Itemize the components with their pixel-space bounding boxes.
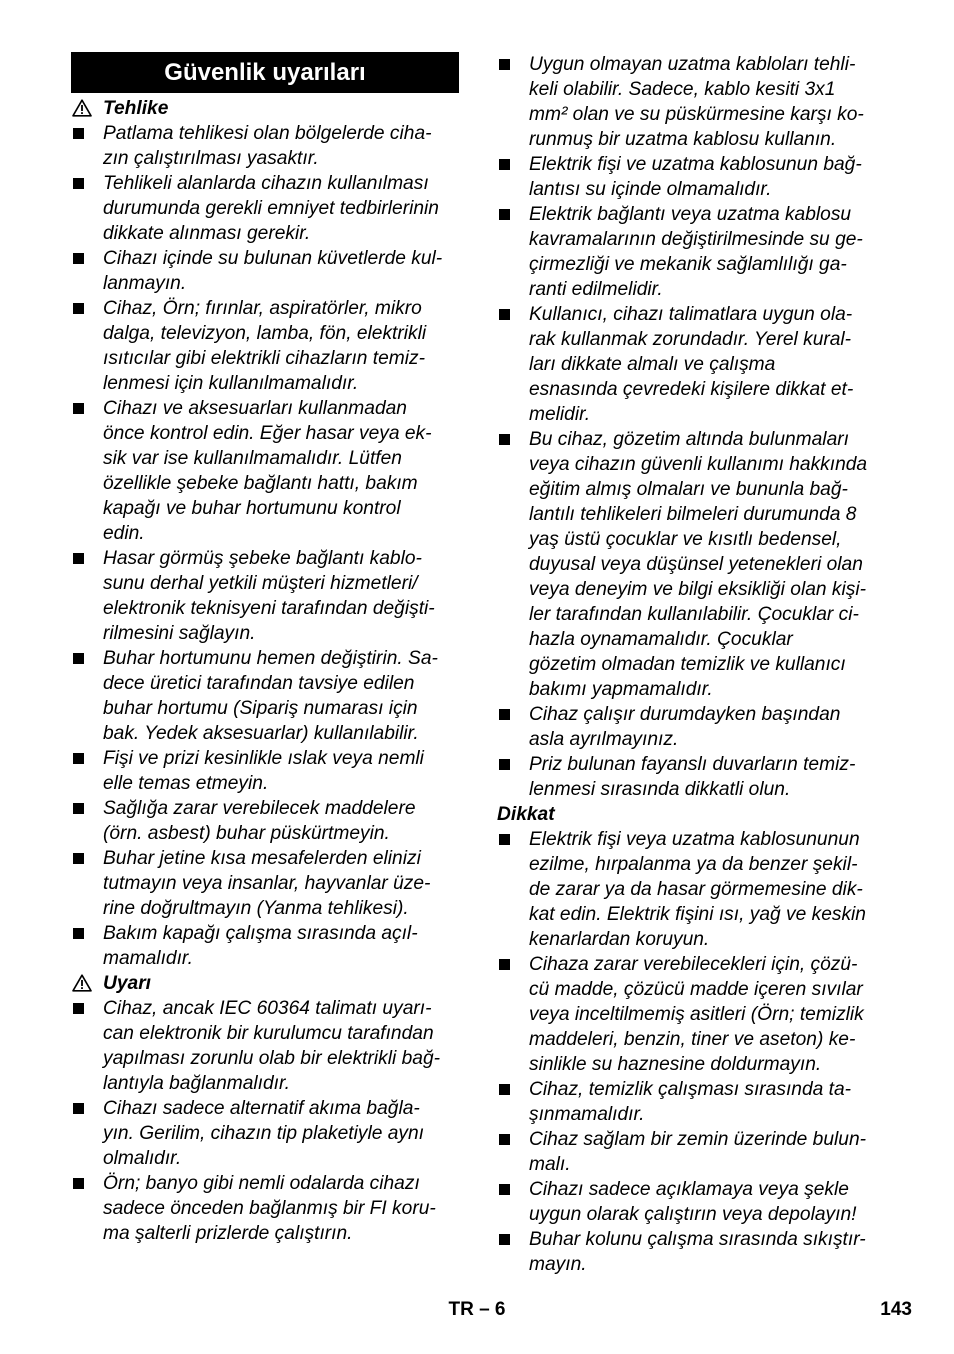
list-item-line: Cihaz, ancak IEC 60364 talimatı uyarı- — [103, 998, 432, 1019]
list-item-line: sik var ise kullanılmamalıdır. Lütfen — [103, 448, 402, 469]
list-item-line: asla ayrılmayınız. — [529, 729, 679, 750]
right-list — [497, 52, 889, 802]
list-item-line: bakımı yapmamalıdır. — [529, 679, 713, 700]
danger-heading — [71, 96, 459, 121]
list-item — [71, 296, 459, 396]
list-item-line: Kullanıcı, cihazı talimatlara uygun ola- — [529, 304, 853, 325]
list-item-line: önce kontrol edin. Eğer hasar veya ek- — [103, 423, 432, 444]
list-item — [71, 246, 459, 296]
list-item — [71, 921, 459, 971]
list-item — [497, 1177, 889, 1227]
danger-list — [71, 121, 459, 971]
list-item — [497, 302, 889, 427]
list-item-line: hazla oynamamalıdır. Çocuklar — [529, 629, 793, 650]
warning-heading-text: Uyarı — [103, 973, 151, 994]
list-item-line: ler tarafından kullanılabilir. Çocuklar ci- — [529, 604, 859, 625]
list-item — [497, 202, 889, 302]
list-item-line: Cihazı ve aksesuarları kullanmadan — [103, 398, 407, 419]
square-bullet-icon — [73, 753, 84, 764]
list-item-line: lenmesi için kullanılmamalıdır. — [103, 373, 359, 394]
warning-heading — [71, 971, 459, 996]
square-bullet-icon — [73, 128, 84, 139]
list-item-line: Buhar kolunu çalışma sırasında sıkıştır- — [529, 1229, 866, 1250]
list-item-line: sinlikle su haznesine doldurmayın. — [529, 1054, 822, 1075]
square-bullet-icon — [73, 253, 84, 264]
list-item-line: Elektrik fişi ve uzatma kablosunun bağ- — [529, 154, 862, 175]
square-bullet-icon — [73, 303, 84, 314]
list-item-line: runmuş bir uzatma kablosu kullanın. — [529, 129, 837, 150]
list-item-line: Elektrik bağlantı veya uzatma kablosu — [529, 204, 852, 225]
list-item-line: Patlama tehlikesi olan bölgelerde ciha- — [103, 123, 432, 144]
list-item-line: kat edin. Elektrik fişini ısı, yağ ve keskin — [529, 904, 866, 925]
list-item-line: keli olabilir. Sadece, kablo kesiti 3x1 — [529, 79, 836, 100]
list-item — [71, 996, 459, 1096]
warning-triangle-icon — [72, 99, 92, 117]
list-item — [71, 796, 459, 846]
list-item — [71, 121, 459, 171]
list-item-line: Fişi ve prizi kesinlikle ıslak veya nemli — [103, 748, 424, 769]
list-item-line: edin. — [103, 523, 145, 544]
list-item-line: kavramalarının değiştirilmesinde su ge- — [529, 229, 863, 250]
list-item-line: melidir. — [529, 404, 591, 425]
square-bullet-icon — [73, 553, 84, 564]
danger-heading-text: Tehlike — [103, 98, 169, 119]
list-item-line: Bu cihaz, gözetim altında bulunmaları — [529, 429, 849, 450]
list-item-line: Cihazı içinde su bulunan küvetlerde kul- — [103, 248, 443, 269]
right-column — [497, 52, 889, 1277]
square-bullet-icon — [499, 59, 510, 70]
section-title: Güvenlik uyarıları — [71, 52, 459, 93]
caution-list — [497, 827, 889, 1277]
list-item-line: Cihaz sağlam bir zemin üzerinde bulun- — [529, 1129, 867, 1150]
square-bullet-icon — [499, 1134, 510, 1145]
list-item-line: elle temas etmeyin. — [103, 773, 269, 794]
list-item — [71, 1171, 459, 1246]
square-bullet-icon — [499, 1234, 510, 1245]
square-bullet-icon — [73, 803, 84, 814]
list-item-line: de zarar ya da hasar görmemesine dik- — [529, 879, 863, 900]
list-item-line: kenarlardan koruyun. — [529, 929, 710, 950]
list-item-line: ranti edilmelidir. — [529, 279, 663, 300]
list-item-line: Cihaz çalışır durumdayken başından — [529, 704, 841, 725]
list-item-line: malı. — [529, 1154, 571, 1175]
caution-heading: Dikkat — [497, 804, 555, 825]
list-item — [497, 52, 889, 152]
list-item-line: Cihazı sadece açıklamaya veya şekle — [529, 1179, 849, 1200]
list-item-line: rak kullanmak zorundadır. Yerel kural- — [529, 329, 852, 350]
square-bullet-icon — [499, 1184, 510, 1195]
list-item-line: Buhar hortumunu hemen değiştirin. Sa- — [103, 648, 438, 669]
list-item-line: Uygun olmayan uzatma kabloları tehli- — [529, 54, 856, 75]
list-item — [71, 396, 459, 546]
list-item-line: rilmesini sağlayın. — [103, 623, 256, 644]
list-item-line: özellikle şebeke bağlantı hattı, bakım — [103, 473, 418, 494]
square-bullet-icon — [499, 209, 510, 220]
list-item-line: (örn. asbest) buhar püskürtmeyin. — [103, 823, 390, 844]
list-item-line: veya deneyim ve bilgi eksikliği olan kişi- — [529, 579, 866, 600]
list-item-line: lanmayın. — [103, 273, 187, 294]
list-item-line: zın çalıştırılması yasaktır. — [103, 148, 319, 169]
list-item-line: ma şalterli prizlerde çalıştırın. — [103, 1223, 353, 1244]
list-item-line: bak. Yedek aksesuarlar) kullanılabilir. — [103, 723, 419, 744]
square-bullet-icon — [499, 709, 510, 720]
square-bullet-icon — [499, 434, 510, 445]
list-item-line: lenmesi sırasında dikkatli olun. — [529, 779, 791, 800]
list-item-line: Cihazı sadece alternatif akıma bağla- — [103, 1098, 420, 1119]
list-item-line: uygun olarak çalıştırın veya depolayın! — [529, 1204, 857, 1225]
list-item — [497, 152, 889, 202]
list-item-line: gözetim olmadan temizlik ve kullanıcı — [529, 654, 846, 675]
list-item-line: yapılması zorunlu olab bir elektrikli bağ- — [103, 1048, 440, 1069]
square-bullet-icon — [73, 403, 84, 414]
list-item-line: olmalıdır. — [103, 1148, 182, 1169]
square-bullet-icon — [73, 1178, 84, 1189]
list-item — [71, 646, 459, 746]
list-item-line: dece üretici tarafından tavsiye edilen — [103, 673, 415, 694]
list-item-line: lantıyla bağlanmalıdır. — [103, 1073, 291, 1094]
list-item-line: rine doğrultmayın (Yanma tehlikesi). — [103, 898, 409, 919]
square-bullet-icon — [73, 1103, 84, 1114]
list-item-line: Cihaza zarar verebilecekleri için, çözü- — [529, 954, 858, 975]
list-item — [497, 1127, 889, 1177]
list-item-line: lantısı su içinde olmamalıdır. — [529, 179, 772, 200]
list-item — [497, 1077, 889, 1127]
list-item-line: Sağlığa zarar verebilecek maddelere — [103, 798, 416, 819]
list-item-line: Elektrik fişi veya uzatma kablosununun — [529, 829, 860, 850]
list-item-line: ezilme, hırpalanma ya da benzer şekil- — [529, 854, 858, 875]
warning-triangle-icon — [72, 974, 92, 992]
square-bullet-icon — [499, 1084, 510, 1095]
list-item-line: dalga, televizyon, lamba, fön, elektrikli — [103, 323, 427, 344]
square-bullet-icon — [499, 159, 510, 170]
list-item — [497, 952, 889, 1077]
left-column — [71, 52, 459, 1246]
list-item-line: duyusal veya düşünsel yetenekleri olan — [529, 554, 863, 575]
list-item-line: Tehlikeli alanlarda cihazın kullanılması — [103, 173, 429, 194]
list-item-line: maddeleri, benzin, tiner ve aseton) ke- — [529, 1029, 856, 1050]
list-item-line: cü madde, çözücü madde içeren sıvılar — [529, 979, 863, 1000]
list-item — [71, 546, 459, 646]
list-item-line: Cihaz, temizlik çalışması sırasında ta- — [529, 1079, 852, 1100]
list-item — [71, 1096, 459, 1171]
list-item-line: şınmamalıdır. — [529, 1104, 645, 1125]
list-item — [497, 427, 889, 702]
square-bullet-icon — [73, 1003, 84, 1014]
list-item — [71, 746, 459, 796]
list-item — [497, 752, 889, 802]
list-item-line: ları dikkate almalı ve çalışma — [529, 354, 776, 375]
list-item-line: Hasar görmüş şebeke bağlantı kablo- — [103, 548, 422, 569]
list-item-line: tutmayın veya insanlar, hayvanlar üze- — [103, 873, 431, 894]
list-item-line: Buhar jetine kısa mesafelerden elinizi — [103, 848, 421, 869]
list-item-line: veya cihazın güvenli kullanımı hakkında — [529, 454, 868, 475]
list-item-line: Cihaz, Örn; fırınlar, aspiratörler, mikro — [103, 298, 422, 319]
list-item-line: Örn; banyo gibi nemli odalarda cihazı — [103, 1173, 420, 1194]
list-item-line: lantılı tehlikeleri bilmeleri durumunda 8 — [529, 504, 857, 525]
square-bullet-icon — [73, 178, 84, 189]
list-item-line: buhar hortumu (Sipariş numarası için — [103, 698, 418, 719]
list-item-line: ısıtıcılar gibi elektrikli cihazların temiz- — [103, 348, 426, 369]
list-item-line: veya inceltilmemiş asitleri (Örn; temizlik — [529, 1004, 864, 1025]
list-item-line: Bakım kapağı çalışma sırasında açıl- — [103, 923, 418, 944]
square-bullet-icon — [499, 759, 510, 770]
list-item-line: sadece önceden bağlanmış bir FI koru- — [103, 1198, 436, 1219]
square-bullet-icon — [73, 653, 84, 664]
list-item-line: durumunda gerekli emniyet tedbirlerinin — [103, 198, 439, 219]
list-item-line: sunu derhal yetkili müşteri hizmetleri/ — [103, 573, 418, 594]
list-item-line: yaş üstü çocuklar ve kısıtlı bedensel, — [529, 529, 842, 550]
list-item-line: çirmezliği ve mekanik sağlamlılığı ga- — [529, 254, 847, 275]
square-bullet-icon — [499, 959, 510, 970]
list-item-line: mayın. — [529, 1254, 587, 1275]
square-bullet-icon — [73, 853, 84, 864]
warning-list — [71, 996, 459, 1246]
list-item — [71, 846, 459, 921]
footer-section-label: TR – 6 — [448, 1299, 506, 1320]
list-item-line: dikkate alınması gerekir. — [103, 223, 311, 244]
list-item-line: kapağı ve buhar hortumunu kontrol — [103, 498, 401, 519]
list-item-line: esnasında çevredeki kişilere dikkat et- — [529, 379, 854, 400]
list-item-line: can elektronik bir kurulumcu tarafından — [103, 1023, 434, 1044]
list-item-line: mamalıdır. — [103, 948, 193, 969]
list-item-line: elektronik teknisyeni tarafından değişti- — [103, 598, 435, 619]
square-bullet-icon — [499, 834, 510, 845]
list-item — [71, 171, 459, 246]
list-item-line: yın. Gerilim, cihazın tip plaketiyle aynı — [103, 1123, 424, 1144]
list-item — [497, 702, 889, 752]
square-bullet-icon — [73, 928, 84, 939]
list-item — [497, 1227, 889, 1277]
list-item-line: mm² olan ve su püskürmesine karşı ko- — [529, 104, 864, 125]
square-bullet-icon — [499, 309, 510, 320]
list-item-line: Priz bulunan fayanslı duvarların temiz- — [529, 754, 856, 775]
list-item-line: eğitim almış olmaları ve bununla bağ- — [529, 479, 848, 500]
footer-page-number: 143 — [880, 1299, 912, 1320]
list-item — [497, 827, 889, 952]
